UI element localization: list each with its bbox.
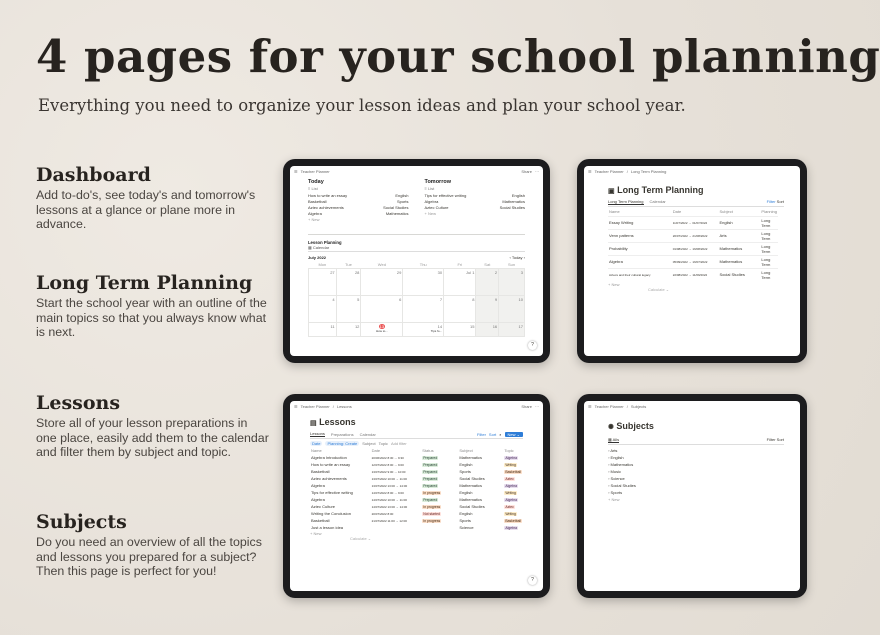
help-button[interactable]: ? [528, 341, 537, 350]
breadcrumb[interactable]: Teacher Planner [300, 404, 330, 409]
new-button[interactable]: + New [608, 497, 620, 502]
subjects-topbar: ☰ Teacher Planner / Subjects [588, 404, 647, 409]
long-term-table [608, 208, 778, 281]
calendar-day[interactable]: 16 [476, 323, 499, 337]
list-item[interactable]: ▫ Arts [608, 448, 618, 453]
filter-chip[interactable]: Date [312, 441, 321, 446]
dashboard-screen [290, 166, 543, 356]
breadcrumb-page[interactable]: Subjects [630, 404, 647, 409]
lessons-table [310, 447, 523, 531]
new-button[interactable]: + New [308, 217, 320, 222]
feature-text: Do you need an overview of all the topics and lessons you prepared for a subject? Then this page is perfect for you! [36, 535, 262, 579]
add-filter-button[interactable]: Add filter [390, 441, 407, 446]
list-item[interactable]: Tips for effective writing English [424, 193, 525, 198]
calendar-day[interactable]: 12 [336, 323, 361, 337]
weekday-label: Thu [419, 262, 427, 267]
list-item[interactable]: Aztec Culture Social Studies [424, 205, 525, 210]
menu-icon[interactable]: ☰ [294, 404, 298, 409]
table-row[interactable]: Essay Writing 11/07/2022 → 31/07/2022 English Long Term [608, 216, 778, 229]
feature-long-term-planning [36, 272, 271, 340]
column-header[interactable]: Topic [504, 448, 514, 453]
feature-dashboard [36, 164, 271, 232]
calculate-button[interactable]: Calculate ⌄ [350, 536, 372, 541]
table-row[interactable]: Aztecs and their cultural legacy 22/08/2022 → 11/09/2022 Social Studies Long Term [608, 268, 778, 281]
calendar-tab[interactable]: ▦ Calendar [308, 245, 525, 252]
tablet-subjects [577, 394, 807, 598]
table-row[interactable]: Algebra 13/07/2022 13:00 → 14:00 Prepared Mathematics Algebra [311, 483, 518, 488]
tab-all[interactable]: ▦ Alls [608, 437, 620, 442]
table-row[interactable]: Tips for effective writing 14/07/2022 8:00 → 9:00 In progress English Writing [311, 490, 516, 495]
breadcrumb[interactable]: Teacher Planner [594, 404, 624, 409]
feature-subjects [36, 511, 271, 579]
page-title: Lessons [319, 417, 356, 427]
feature-title: Long Term Planning [36, 272, 253, 294]
list-item[interactable]: Algebra Mathematics [424, 199, 525, 204]
tablet-long-term-planning [577, 159, 807, 363]
breadcrumb[interactable]: Teacher Planner [594, 169, 624, 174]
list-item[interactable]: ▫ English [608, 455, 624, 460]
list-item[interactable]: ▫ Social Studies [608, 483, 636, 488]
new-button[interactable]: + New [310, 531, 322, 536]
notebook-icon: ▤ [310, 420, 317, 427]
list-item[interactable]: Aztec achievements Social Studies [308, 205, 409, 210]
search-icon[interactable]: ⌕ [499, 431, 502, 437]
calendar-day[interactable]: 17 [499, 323, 525, 337]
weekday-label: Mon [318, 262, 327, 267]
calendar-day[interactable]: 5 [336, 296, 361, 323]
list-item[interactable]: ▫ Science [608, 476, 625, 481]
tomorrow-title: Tomorrow [424, 179, 451, 185]
calendar-day[interactable]: 6 [361, 296, 403, 323]
tab-calendar[interactable]: Calendar [649, 199, 666, 204]
calendar-day[interactable]: 7 [403, 296, 444, 323]
table-row[interactable]: How to write an essay 12/07/2022 8:00 → 9:00 Prepared English Writing [311, 462, 516, 467]
sort-button[interactable]: Sort [488, 431, 497, 437]
table-row[interactable]: Basketball 13/07/2022 9:00 → 10:00 Prepared Sports Basketball [311, 469, 521, 474]
page-title: Long Term Planning [617, 185, 704, 195]
calendar-day-today[interactable] [361, 323, 403, 337]
column-header[interactable]: Subject [719, 209, 733, 215]
column-header[interactable]: Date [371, 448, 381, 453]
tab-long-term-planning[interactable]: Long Term Planning [608, 199, 644, 204]
today-list [308, 193, 409, 222]
month-label: July 2022 [308, 255, 327, 260]
filter-button[interactable]: Filter [477, 431, 486, 437]
lesson-planning-title: Lesson Planning [308, 240, 342, 245]
sort-button[interactable]: Sort [776, 437, 784, 442]
lessons-topbar: ☰ Teacher Planner / Lessons Share ··· [294, 404, 539, 409]
menu-icon[interactable]: ☰ [588, 404, 592, 409]
calendar-event[interactable]: How to... [375, 329, 388, 333]
table-row[interactable]: Probability 01/08/2022 → 16/08/2022 Mathematics Long Term [608, 242, 778, 255]
lessons-screen [290, 401, 543, 591]
filter-chip[interactable]: Subject [362, 441, 376, 446]
feature-text: Start the school year with an outline of the main topics so that you always know what is next. [36, 296, 267, 340]
tab-calendar[interactable]: Calendar [359, 431, 376, 437]
help-button[interactable]: ? [528, 576, 537, 585]
list-item[interactable]: How to write an essay English [308, 193, 409, 198]
calendar-grid [308, 261, 525, 337]
subject-list [608, 447, 784, 503]
table-row[interactable]: Algebra 14/07/2022 10:00 → 11:00 Prepared Mathematics Algebra [311, 497, 518, 502]
table-row[interactable]: Writing the Conclusion 20/07/2022 8:00 Not started English Writing [311, 511, 516, 516]
today-marker: 13 [379, 324, 385, 329]
feature-text: Add to-do's, see today's and tomorrow's lessons at a glance or plane more in advance. [36, 188, 256, 232]
breadcrumb-page[interactable]: Lessons [336, 404, 352, 409]
calculate-button[interactable]: Calculate ⌄ [648, 286, 670, 292]
calendar-day[interactable]: 30 [403, 269, 444, 296]
sort-button[interactable]: Sort [776, 199, 784, 204]
calendar-day[interactable]: 15 [444, 323, 476, 337]
feature-title: Dashboard [36, 164, 151, 186]
list-item[interactable]: Algebra Mathematics [308, 211, 409, 216]
list-item[interactable]: Basketball Sports [308, 199, 409, 204]
table-row[interactable]: Venn patterns 20/07/2022 → 21/08/2022 Arts Long Term [608, 229, 778, 242]
calendar-day[interactable]: 4 [309, 296, 337, 323]
more-icon[interactable]: ··· [535, 169, 539, 174]
column-header[interactable]: Date [672, 209, 682, 215]
new-button[interactable]: + New [424, 211, 436, 216]
table-row[interactable]: Just a lesson idea Science Algebra [311, 525, 518, 530]
subjects-screen [584, 401, 800, 591]
column-header[interactable]: Subject [459, 448, 473, 453]
calendar-day[interactable]: 10 [499, 296, 525, 323]
calendar-day[interactable]: Jul 1 [444, 269, 476, 296]
hero-title: 4 pages for your school planning [36, 30, 880, 83]
feature-text: Store all of your lesson preparations in one place, easily add them to the calendar and filter them by subject and topic. [36, 416, 269, 460]
filter-button[interactable]: Filter [766, 199, 776, 204]
tomorrow-section [425, 177, 526, 222]
calendar-day[interactable]: 9 [476, 296, 499, 323]
tablet-lessons [283, 394, 550, 598]
share-button[interactable]: Share [521, 404, 532, 409]
today-button[interactable]: ‹ Today › [509, 255, 525, 260]
new-button[interactable]: + New [608, 281, 620, 287]
table-row[interactable]: Basketball 21/07/2022 11:00 → 12:00 In progress Sports Basketball [311, 518, 521, 523]
list-item[interactable]: ▫ Mathematics [608, 462, 634, 467]
divider [308, 234, 525, 235]
calendar-day[interactable]: 11 [309, 323, 337, 337]
column-header[interactable]: Name [311, 448, 322, 453]
weekday-label: Tue [345, 262, 352, 267]
feature-title: Subjects [36, 511, 127, 533]
weekday-label: Sat [484, 262, 491, 267]
tab-preparations[interactable]: Preparations [330, 431, 354, 437]
column-header[interactable]: Name [609, 209, 620, 215]
column-header[interactable]: Status [422, 448, 434, 453]
more-icon[interactable]: ··· [535, 404, 539, 409]
today-view-tab[interactable]: ≡ List [308, 186, 318, 191]
calendar-icon: ▣ [608, 188, 615, 195]
breadcrumb[interactable]: Teacher Planner [300, 169, 330, 174]
calendar-day[interactable]: 8 [444, 296, 476, 323]
calendar-day[interactable]: 14 Tips fo... [403, 323, 444, 337]
tab-lessons[interactable]: Lessons [310, 431, 325, 436]
list-item[interactable]: ▫ Music [608, 469, 621, 474]
weekday-label: Wed [377, 262, 386, 267]
table-row[interactable]: Algebra Introduction 20/06/2022 8:30 → 9:30 Prepared Mathematics Algebra [311, 455, 518, 460]
long-term-screen [584, 166, 800, 356]
calendar-event[interactable]: Tips fo... [430, 329, 443, 333]
filter-button[interactable]: Filter [766, 437, 776, 442]
table-row[interactable]: Algebra 05/09/2022 → 16/07/2022 Mathematics Long Term [608, 255, 778, 268]
table-row[interactable]: Aztec achievements 13/07/2022 10:00 → 11:00 Prepared Social Studies Aztec [311, 476, 514, 481]
calendar-day[interactable]: 27 [309, 269, 337, 296]
menu-icon[interactable]: ☰ [294, 169, 298, 174]
today-title: Today [308, 179, 324, 185]
calendar-day[interactable]: 29 [361, 269, 403, 296]
filter-chip[interactable]: Planning: Create [327, 441, 358, 446]
new-record-button[interactable]: New ⌄ [505, 432, 523, 437]
hero-subtitle: Everything you need to organize your lesson ideas and plan your school year. [38, 96, 686, 115]
weekday-label: Sun [508, 262, 516, 267]
tablet-dashboard [283, 159, 550, 363]
today-section [308, 177, 409, 222]
calendar-day[interactable]: 3 [499, 269, 525, 296]
menu-icon[interactable]: ☰ [588, 169, 592, 174]
filter-chip[interactable]: Topic [378, 441, 388, 446]
calendar-day[interactable]: 2 [476, 269, 499, 296]
share-button[interactable]: Share [521, 169, 532, 174]
feature-lessons [36, 392, 271, 460]
column-header[interactable]: Planning [761, 209, 777, 215]
page-title: Subjects [616, 421, 654, 431]
feature-title: Lessons [36, 392, 121, 414]
bulb-icon: ✺ [608, 424, 614, 431]
tomorrow-view-tab[interactable]: ≡ List [424, 186, 435, 191]
calendar-day[interactable]: 28 [336, 269, 361, 296]
long-term-topbar: ☰ Teacher Planner / Long Term Planning [588, 169, 667, 174]
breadcrumb-page[interactable]: Long Term Planning [630, 169, 667, 174]
table-row[interactable]: Aztec Culture 14/07/2022 13:00 → 14:00 In progress Social Studies Aztec [311, 504, 514, 509]
weekday-label: Fri [457, 262, 463, 267]
dashboard-topbar [290, 166, 543, 177]
list-item[interactable]: ▫ Sports [608, 490, 623, 495]
